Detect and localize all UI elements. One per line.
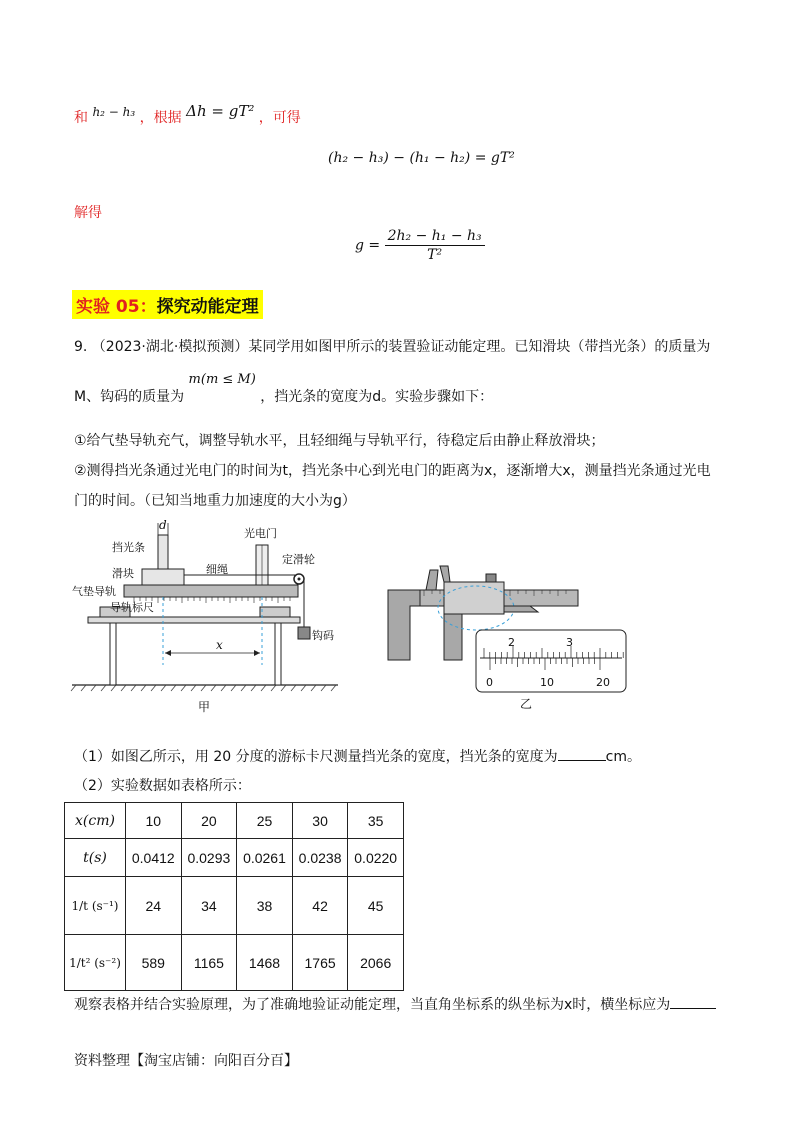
section-prefix: 实验 05： [76, 297, 157, 317]
table-cell: 0.0261 [237, 839, 293, 877]
delta-formula: Δh = gT² [186, 102, 255, 120]
table-cell: 20 [181, 803, 237, 839]
label-d: d [159, 518, 167, 532]
sub1-text: （1）如图乙所示，用 20 分度的游标卡尺测量挡光条的宽度，挡光条的宽度为 [74, 749, 558, 765]
table-cell: 35 [348, 803, 404, 839]
q9-line1: 9. （2023·湖北·模拟预测）某同学用如图甲所示的装置验证动能定理。已知滑块（带挡光条）的质量为 [74, 339, 711, 355]
section-name: 探究动能定理 [156, 297, 259, 317]
according-word: ，根据 [139, 110, 182, 126]
figure-apparatus [70, 515, 340, 715]
caption-yi: 乙 [520, 697, 533, 710]
q9-line2-a: M、钩码的质量为 [74, 389, 185, 405]
table-cell: 42 [292, 877, 348, 935]
label-x: x [216, 638, 223, 652]
sub1-line [74, 746, 641, 766]
intro-line [74, 102, 301, 127]
observe-text: 观察表格并结合实验原理，为了准确地验证动能定理，当直角坐标系的纵坐标为x时，横坐标应为 [74, 997, 671, 1013]
observe-line [74, 994, 716, 1014]
caliper-vern-0: 0 [486, 676, 493, 689]
caliper-vern-20: 20 [596, 676, 610, 689]
section-title [72, 290, 263, 319]
caption-jia: 甲 [198, 700, 211, 714]
table-cell: 0.0238 [292, 839, 348, 877]
solve-word: 解得 [74, 205, 102, 221]
h-diff: h₂ − h₃ [92, 105, 136, 119]
table-row [65, 839, 404, 877]
table-cell: 0.0293 [181, 839, 237, 877]
and-word: 和 [74, 110, 88, 126]
label-weight: 钩码 [312, 629, 334, 642]
g-fraction [385, 228, 485, 263]
q9-line2 [74, 372, 494, 406]
row-label-x: x(cm) [65, 803, 126, 839]
caliper-main-3: 3 [566, 636, 573, 649]
data-table [64, 802, 404, 991]
table-cell: 38 [237, 877, 293, 935]
table-row [65, 877, 404, 935]
label-air-track: 气垫导轨 [72, 585, 116, 598]
label-string: 细绳 [206, 563, 228, 576]
sub2-line: （2）实验数据如表格所示： [74, 778, 251, 794]
q9-line2-b: ，挡光条的宽度为d。实验步骤如下： [260, 389, 494, 405]
caliper-vern-10: 10 [540, 676, 554, 689]
table-cell: 1765 [292, 935, 348, 991]
table-cell: 0.0220 [348, 839, 404, 877]
row-label-t: t(s) [65, 839, 126, 877]
label-slider: 滑块 [112, 567, 134, 580]
g-numerator: 2h₂ − h₁ − h₃ [385, 228, 485, 246]
label-pulley: 定滑轮 [282, 553, 315, 566]
q9-step1: ①给气垫导轨充气，调整导轨水平，且轻细绳与导轨平行，待稳定后由静止释放滑块； [74, 433, 605, 449]
g-equation [355, 228, 485, 263]
observe-answer-blank[interactable] [670, 1008, 716, 1009]
table-cell: 0.0412 [126, 839, 182, 877]
g-denominator: T² [427, 247, 443, 263]
table-cell: 1468 [237, 935, 293, 991]
table-row [65, 803, 404, 839]
table-cell: 589 [126, 935, 182, 991]
figure-caliper [380, 560, 640, 710]
label-scale: 导轨标尺 [110, 601, 154, 614]
q9-step2b: 门的时间。（已知当地重力加速度的大小为g） [74, 493, 356, 509]
can-get-word: ，可得 [258, 110, 301, 126]
label-shade-strip: 挡光条 [112, 541, 145, 554]
table-cell: 30 [292, 803, 348, 839]
g-left: g = [355, 237, 381, 254]
sub1-answer-blank[interactable] [558, 760, 606, 761]
table-cell: 34 [181, 877, 237, 935]
equation-1: (h₂ − h₃) − (h₁ − h₂) = gT² [328, 150, 515, 166]
row-label-inv-t: 1/t (s⁻¹) [65, 877, 126, 935]
q9-step2a: ②测得挡光条通过光电门的时间为t，挡光条中心到光电门的距离为x，逐渐增大x，测量挡光条通过光电 [74, 463, 711, 479]
sub1-unit: cm。 [605, 749, 641, 765]
row-label-inv-t2: 1/t² (s⁻²) [65, 935, 126, 991]
label-photogate: 光电门 [244, 527, 277, 540]
table-cell: 10 [126, 803, 182, 839]
q9-mass-condition: m(m ≤ M) [188, 372, 256, 387]
table-row [65, 935, 404, 991]
caliper-main-2: 2 [508, 636, 515, 649]
table-cell: 24 [126, 877, 182, 935]
footer: 资料整理【淘宝店铺：向阳百分百】 [74, 1053, 298, 1069]
table-cell: 1165 [181, 935, 237, 991]
table-cell: 25 [237, 803, 293, 839]
table-cell: 45 [348, 877, 404, 935]
table-cell: 2066 [348, 935, 404, 991]
